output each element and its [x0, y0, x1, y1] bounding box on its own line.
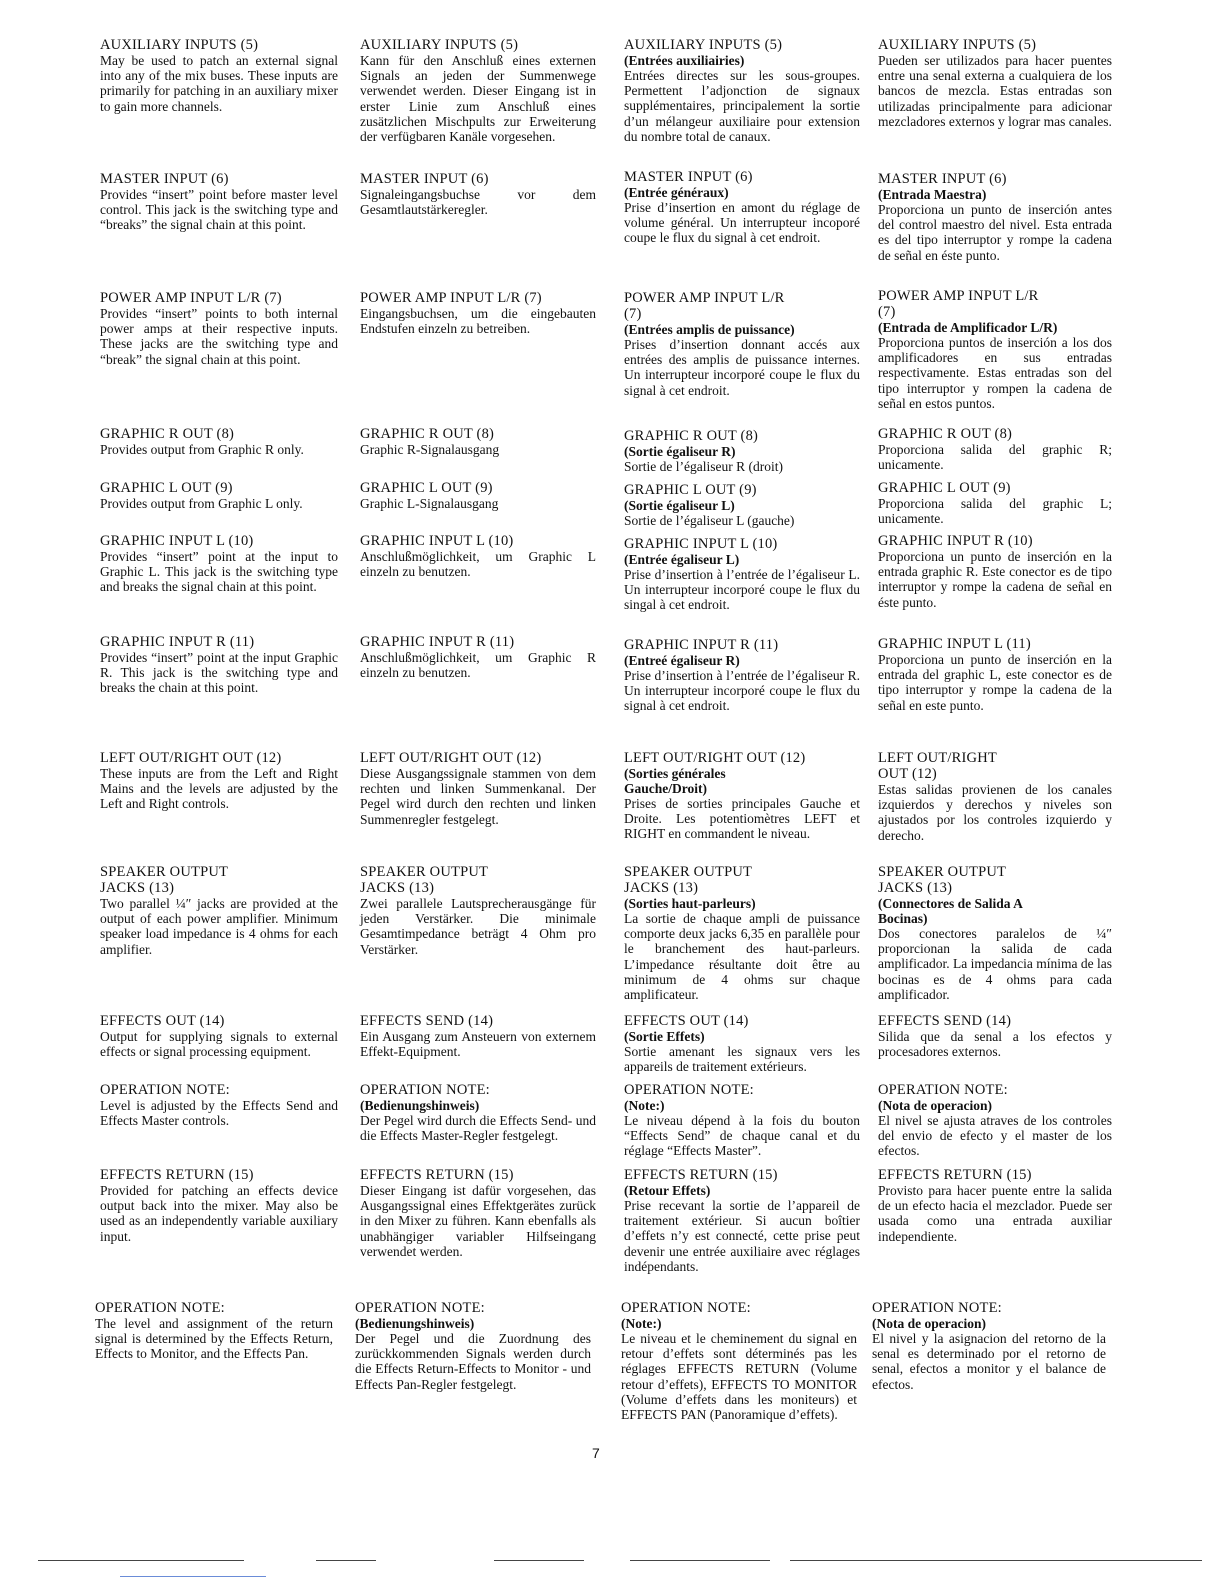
entry-operation-note-1 [878, 1082, 1112, 1159]
bottom-rule [790, 1560, 1202, 1561]
entry-body: Prise recevant la sortie de l’appareil de traitement extérieur. Si aucun boîtier d’effets n’y est connecté, cette prise peut devenir une entrée auxiliaire avec réglages indépendants. [624, 1198, 860, 1274]
entry-graphic-r-out [100, 426, 338, 457]
entry-subtitle: (Entrées auxiliairies) [624, 53, 745, 68]
entry-effects-return [100, 1167, 338, 1244]
entry-graphic-input-r [624, 637, 860, 714]
entry-subtitle: (Sortie Effets) [624, 1029, 705, 1044]
entry-title: SPEAKER OUTPUT JACKS (13) [624, 864, 752, 896]
entry-body: Prise d’insertion en amont du réglage de volume général. Un interrupteur incoporé coupe le flux du signal à cet endroit. [624, 200, 860, 246]
entry-title: GRAPHIC INPUT L (10) [360, 533, 514, 549]
entry-title: OPERATION NOTE: [878, 1082, 1008, 1098]
entry-subtitle: (Nota de operacion) [878, 1098, 992, 1113]
entry-title: GRAPHIC INPUT R (11) [360, 634, 515, 650]
entry-title: EFFECTS SEND (14) [360, 1013, 494, 1029]
bottom-rule [38, 1560, 244, 1561]
entry-title: MASTER INPUT (6) [624, 169, 753, 185]
entry-title: SPEAKER OUTPUT JACKS (13) [878, 864, 1006, 896]
entry-graphic-r-out [624, 428, 860, 474]
entry-title: EFFECTS OUT (14) [624, 1013, 749, 1029]
entry-title: EFFECTS RETURN (15) [360, 1167, 514, 1183]
entry-body: Sortie de l’égaliseur L (gauche) [624, 513, 795, 528]
entry-master-input [878, 171, 1112, 263]
entry-body: Output for supplying signals to external effects or signal processing equipment. [100, 1029, 338, 1060]
entry-title: OPERATION NOTE: [621, 1300, 751, 1316]
entry-title: GRAPHIC INPUT R (11) [100, 634, 255, 650]
entry-subtitle: (Note:) [621, 1316, 662, 1331]
entry-subtitle: (Sortie égaliseur R) [624, 444, 736, 459]
entry-body: Le niveau dépend à la fois du bouton “Effects Send” de chaque canal et du réglage “Effects Master”. [624, 1113, 860, 1159]
entry-title: LEFT OUT/RIGHT OUT (12) [360, 750, 542, 766]
entry-title: OPERATION NOTE: [624, 1082, 754, 1098]
entry-title: MASTER INPUT (6) [360, 171, 489, 187]
entry-subtitle: (Entrée égaliseur L) [624, 552, 740, 567]
entry-speaker-output-jacks [624, 864, 860, 1002]
entry-title: OPERATION NOTE: [355, 1300, 485, 1316]
entry-body: Graphic L-Signalausgang [360, 496, 499, 511]
entry-power-amp-input [100, 290, 338, 367]
entry-title: OPERATION NOTE: [95, 1300, 225, 1316]
entry-title: POWER AMP INPUT L/R (7) [360, 290, 542, 306]
entry-title: LEFT OUT/RIGHT OUT (12) [624, 750, 806, 766]
entry-subtitle: (Sorties générales Gauche/Droit) [624, 766, 726, 796]
bottom-rule [494, 1560, 584, 1561]
entry-body: Prises de sorties principales Gauche et Droite. Les potentiomètres LEFT et RIGHT en commandent le niveau. [624, 796, 860, 842]
entry-left-right-out [100, 750, 338, 812]
entry-subtitle: (Bedienungshinweis) [355, 1316, 475, 1331]
entry-title: GRAPHIC INPUT L (10) [624, 536, 778, 552]
entry-body: Dieser Eingang ist dafür vorgesehen, das Ausgangssignal eines Effektgerätes zurück in den Mixer zu führen. Kann ebenfalls als unabhängiger variabler Hilfseingang verwendet werden. [360, 1183, 596, 1259]
entry-body: Level is adjusted by the Effects Send and Effects Master controls. [100, 1098, 338, 1129]
entry-master-input [360, 171, 596, 217]
entry-graphic-input-l [360, 533, 596, 579]
entry-body: Zwei parallele Lautsprecherausgänge für jeden Verstärker. Die minimale Gesamtimpedance beträgt 4 Ohm pro Verstärker. [360, 896, 596, 957]
entry-body: Anschlußmöglichkeit, um Graphic L einzeln zu benutzen. [360, 549, 596, 580]
entry-aux-inputs [878, 37, 1112, 129]
entry-subtitle: (Entreé égaliseur R) [624, 653, 740, 668]
entry-title: GRAPHIC R OUT (8) [360, 426, 495, 442]
entry-speaker-output-jacks [878, 864, 1112, 1002]
entry-title: LEFT OUT/RIGHT OUT (12) [100, 750, 282, 766]
entry-body: Diese Ausgangssignale stammen von dem rechten und linken Summenkanal. Der Pegel wird durch den rechten und linken Summenregler festgelegt. [360, 766, 596, 827]
entry-title: EFFECTS RETURN (15) [624, 1167, 778, 1183]
entry-speaker-output-jacks [100, 864, 338, 957]
entry-subtitle: (Entrada Maestra) [878, 187, 987, 202]
entry-effects-send [878, 1013, 1112, 1059]
entry-body: Provided for patching an effects device output back into the mixer. May also be used as an independently variable auxiliary input. [100, 1183, 338, 1244]
entry-title: EFFECTS OUT (14) [100, 1013, 225, 1029]
entry-aux-inputs [624, 37, 860, 144]
entry-title: AUXILIARY INPUTS (5) [624, 37, 783, 53]
entry-title: GRAPHIC INPUT L (10) [100, 533, 254, 549]
entry-body: Proporciona un punto de inserción antes del control maestro del nivel. Esta entrada es del tipo interruptor y rompe la cadena de señal en éste punto. [878, 202, 1112, 263]
entry-body: Sortie de l’égaliseur R (droit) [624, 459, 783, 474]
entry-left-right-out [624, 750, 860, 842]
entry-title: GRAPHIC INPUT R (10) [878, 533, 1033, 549]
entry-body: These inputs are from the Left and Right Mains and the levels are adjusted by the Left and Right controls. [100, 766, 338, 812]
entry-graphic-l-out [878, 480, 1112, 526]
entry-left-right-out [360, 750, 596, 827]
entry-graphic-l-out [100, 480, 338, 511]
entry-title: AUXILIARY INPUTS (5) [100, 37, 259, 53]
entry-graphic-l-out [360, 480, 596, 511]
entry-effects-out [100, 1013, 338, 1059]
entry-body: Estas salidas provienen de los canales izquierdos y derechos y niveles son ajustados por los controles izquierdo y derecho. [878, 782, 1112, 843]
entry-body: Der Pegel wird durch die Effects Send- und die Effects Master-Regler festgelegt. [360, 1113, 596, 1144]
entry-title: AUXILIARY INPUTS (5) [360, 37, 519, 53]
entry-operation-note-2 [872, 1300, 1106, 1392]
entry-subtitle: (Nota de operacion) [872, 1316, 986, 1331]
entry-title: SPEAKER OUTPUT JACKS (13) [100, 864, 228, 896]
entry-graphic-l-out [624, 482, 860, 528]
entry-graphic-input-r [100, 634, 338, 696]
entry-body: Signaleingangsbuchse vor dem Gesamtlautstärkeregler. [360, 187, 596, 218]
entry-title: MASTER INPUT (6) [878, 171, 1007, 187]
entry-body: Le niveau et le cheminement du signal en retour d’effets sont déterminés pas les réglages EFFECTS RETURN (Volume retour d’effets), EFFECTS TO MONITOR (Volume d’effets dans les moniteurs) et EFFECTS PAN (Panoramique d’effets). [621, 1331, 857, 1423]
entry-graphic-r-out [878, 426, 1112, 472]
entry-body: Proporciona salida del graphic L; unicamente. [878, 496, 1112, 527]
entry-title: EFFECTS SEND (14) [878, 1013, 1012, 1029]
entry-effects-return [878, 1167, 1112, 1244]
entry-title: GRAPHIC INPUT L (11) [878, 636, 1031, 652]
entry-subtitle: (Note:) [624, 1098, 665, 1113]
entry-body: La sortie de chaque ampli de puissance comporte deux jacks 6,35 en parallèle pour le branchement des haut-parleurs. L’impedance résultante doit être au minimum de 4 ohms sur chaque amplificateur. [624, 911, 860, 1003]
entry-title: GRAPHIC L OUT (9) [624, 482, 757, 498]
entry-left-right-out [878, 750, 1112, 843]
entry-body: El nivel se ajusta atraves de los controles del envio de efecto y el master de los efectos. [878, 1113, 1112, 1159]
entry-body: Provides “insert” point at the input to Graphic L. This jack is the switching type and breaks the signal chain at this point. [100, 549, 338, 595]
entry-body: Pueden ser utilizados para hacer puentes entre una senal externa a cualquiera de los bancos de mezcla. Estas entradas son utilizadas principalmente para adicionar mezcladores externos y lograr mas canales. [878, 53, 1112, 129]
entry-graphic-input-r [360, 634, 596, 680]
entry-title: EFFECTS RETURN (15) [100, 1167, 254, 1183]
entry-title: LEFT OUT/RIGHT OUT (12) [878, 750, 997, 782]
entry-body: Provides output from Graphic R only. [100, 442, 304, 457]
entry-body: Graphic R-Signalausgang [360, 442, 500, 457]
entry-operation-note-1 [360, 1082, 596, 1143]
entry-title: POWER AMP INPUT L/R (7) [624, 290, 785, 322]
entry-graphic-input-l [100, 533, 338, 595]
entry-title: GRAPHIC INPUT R (11) [624, 637, 779, 653]
entry-title: POWER AMP INPUT L/R (7) [100, 290, 282, 306]
entry-title: GRAPHIC L OUT (9) [878, 480, 1011, 496]
entry-subtitle: (Bedienungshinweis) [360, 1098, 480, 1113]
entry-effects-send [360, 1013, 596, 1059]
entry-graphic-input-l [878, 636, 1112, 713]
entry-body: Prises d’insertion donnant accés aux entrées des amplis de puissance internes. Un interrupteur incorporé coupe le flux du signal à cet endroit. [624, 337, 860, 398]
entry-title: AUXILIARY INPUTS (5) [878, 37, 1037, 53]
entry-title: GRAPHIC R OUT (8) [100, 426, 235, 442]
entry-body: Der Pegel und die Zuordnung des zurückkommenden Signals werden durch die Effects Return-Effects to Monitor - und Effects Pan-Regler festgelegt. [355, 1331, 591, 1392]
entry-graphic-input-l [624, 536, 860, 613]
entry-effects-out [624, 1013, 860, 1074]
entry-operation-note-1 [624, 1082, 860, 1159]
entry-title: GRAPHIC R OUT (8) [624, 428, 759, 444]
entry-title: GRAPHIC L OUT (9) [100, 480, 233, 496]
entry-body: Anschlußmöglichkeit, um Graphic R einzeln zu benutzen. [360, 650, 596, 681]
entry-operation-note-2 [355, 1300, 591, 1392]
entry-body: Provisto para hacer puente entre la salida de un efecto hacia el mezclador. Puede ser usada como una entrada auxiliar independiente. [878, 1183, 1112, 1244]
entry-body: Entrées directes sur les sous-groupes. Permettent l’adjonction de signaux supplémentaires, principalement la sortie d’un mélangeur auxiliaire pour extension du nombre total de canaux. [624, 68, 860, 144]
entry-power-amp-input [360, 290, 596, 336]
entry-operation-note-2 [621, 1300, 857, 1422]
entry-subtitle: (Entrées amplis de puissance) [624, 322, 795, 337]
entry-effects-return [360, 1167, 596, 1259]
entry-subtitle: (Sortie égaliseur L) [624, 498, 735, 513]
entry-master-input [624, 169, 860, 246]
entry-body: Proporciona un punto de inserción en la entrada del graphic L, este conector es de tipo interruptor y rompe la cadena de la señal en este punto. [878, 652, 1112, 713]
entry-body: Ein Ausgang zum Ansteuern von externem Effekt-Equipment. [360, 1029, 596, 1060]
entry-body: Proporciona salida del graphic R; unicamente. [878, 442, 1112, 473]
entry-body: Kann für den Anschluß eines externen Signals an jeden der Summenwege verwendet werden. Dieser Eingang ist in erster Linie zum Anschluß eines zusätzlichen Mischpults zur Erweiterung der verfügbaren Kanäle vorgesehen. [360, 53, 596, 145]
entry-title: POWER AMP INPUT L/R (7) [878, 288, 1039, 320]
entry-body: Dos conectores paralelos de ¼″ proporcionan la salida de cada amplificador. La impedancia mínima de las bocinas es de 4 ohms para cada amplificador. [878, 926, 1112, 1002]
entry-body: Prise d’insertion à l’entrée de l’égaliseur R. Un interrupteur incorporé coupe le flux du signal à cet endroit. [624, 668, 860, 714]
entry-graphic-input-r [878, 533, 1112, 610]
entry-subtitle: (Entrée généraux) [624, 185, 729, 200]
entry-body: Prise d’insertion à l’entrée de l’égaliseur L. Un interrupteur incorporé coupe le flux du singal à cet endroit. [624, 567, 860, 613]
entry-title: EFFECTS RETURN (15) [878, 1167, 1032, 1183]
entry-title: GRAPHIC L OUT (9) [360, 480, 493, 496]
entry-operation-note-1 [100, 1082, 338, 1128]
entry-body: Provides “insert” points to both internal power amps at their respective inputs. These jacks are the switching type and “break” the signal chain at this point. [100, 306, 338, 367]
entry-master-input [100, 171, 338, 233]
entry-subtitle: (Entrada de Amplificador L/R) [878, 320, 1058, 335]
entry-body: Provides “insert” point before master level control. This jack is the switching type and “breaks” the signal chain at this point. [100, 187, 338, 233]
entry-subtitle: (Sorties haut-parleurs) [624, 896, 756, 911]
entry-body: Eingangsbuchsen, um die eingebauten Endstufen einzeln zu betreiben. [360, 306, 596, 337]
entry-body: Silida que da senal a los efectos y procesadores externos. [878, 1029, 1112, 1060]
entry-title: MASTER INPUT (6) [100, 171, 229, 187]
entry-body: El nivel y la asignacion del retorno de la senal es determinado por el retorno de senal, efectos a monitor y el balance de efectos. [872, 1331, 1106, 1392]
entry-operation-note-2 [95, 1300, 333, 1362]
bottom-blue-rule [120, 1576, 266, 1577]
entry-subtitle: (Connectores de Salida A Bocinas) [878, 896, 1023, 926]
entry-subtitle: (Retour Effets) [624, 1183, 711, 1198]
entry-title: SPEAKER OUTPUT JACKS (13) [360, 864, 488, 896]
entry-body: May be used to patch an external signal into any of the mix buses. These inputs are primarily for patching in an auxiliary mixer to gain more channels. [100, 53, 338, 114]
entry-body: Proporciona puntos de inserción a los dos amplificadores en sus entradas respectivamente. Estas entradas son del tipo interruptor y rompen la cadena de señal en estos puntos. [878, 335, 1112, 411]
entry-title: OPERATION NOTE: [360, 1082, 490, 1098]
entry-power-amp-input [624, 290, 860, 398]
entry-body: Sortie amenant les signaux vers les appareils de traitement extérieurs. [624, 1044, 860, 1075]
bottom-rule [316, 1560, 376, 1561]
entry-aux-inputs [360, 37, 596, 144]
entry-body: Provides “insert” point at the input Graphic R. This jack is the switching type and breaks the chain at this point. [100, 650, 338, 696]
entry-speaker-output-jacks [360, 864, 596, 957]
page-number: 7 [592, 1445, 600, 1461]
entry-title: OPERATION NOTE: [872, 1300, 1002, 1316]
entry-graphic-r-out [360, 426, 596, 457]
entry-aux-inputs [100, 37, 338, 114]
entry-title: GRAPHIC R OUT (8) [878, 426, 1013, 442]
entry-body: Two parallel ¼″ jacks are provided at the output of each power amplifier. Minimum speaker load impedance is 4 ohms for each amplifier. [100, 896, 338, 957]
entry-power-amp-input [878, 288, 1112, 411]
entry-body: Proporciona un punto de inserción en la entrada graphic R. Este conector es de tipo interruptor y rompe la cadena de señal en éste punto. [878, 549, 1112, 610]
entry-body: The level and assignment of the return signal is determined by the Effects Return, Effects to Monitor, and the Effects Pan. [95, 1316, 333, 1362]
entry-title: OPERATION NOTE: [100, 1082, 230, 1098]
entry-body: Provides output from Graphic L only. [100, 496, 303, 511]
bottom-rule [630, 1560, 770, 1561]
entry-effects-return [624, 1167, 860, 1274]
